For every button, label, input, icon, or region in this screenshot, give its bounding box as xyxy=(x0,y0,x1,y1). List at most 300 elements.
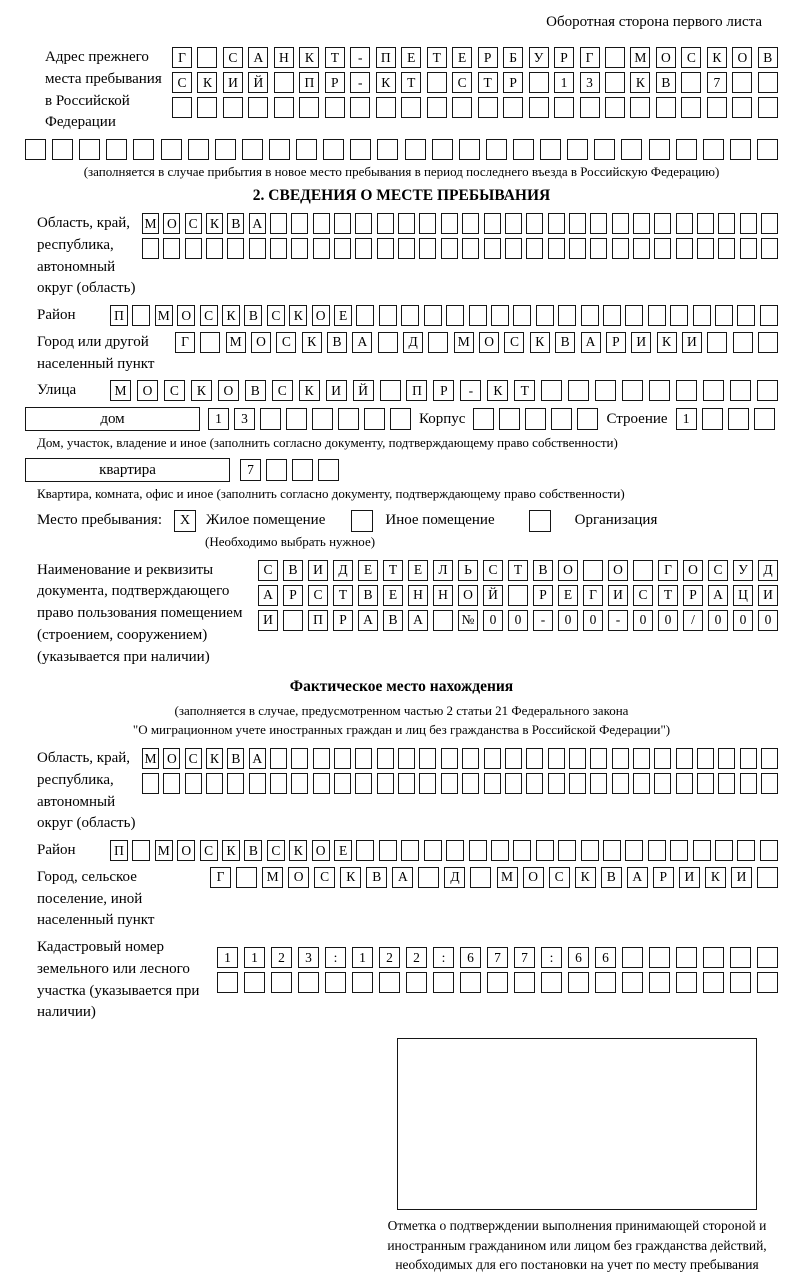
char-cell[interactable] xyxy=(163,773,180,794)
char-cell[interactable]: 2 xyxy=(379,947,400,968)
char-cell[interactable] xyxy=(459,139,480,160)
char-cell[interactable] xyxy=(703,139,724,160)
char-cell[interactable]: О xyxy=(177,305,195,326)
char-cell[interactable] xyxy=(697,748,714,769)
char-cell[interactable] xyxy=(505,773,522,794)
char-cell[interactable] xyxy=(693,840,711,861)
char-cell[interactable] xyxy=(188,139,209,160)
char-cell[interactable] xyxy=(654,748,671,769)
char-cell[interactable] xyxy=(526,773,543,794)
char-cell[interactable] xyxy=(419,213,436,234)
char-cell[interactable]: Т xyxy=(325,47,345,68)
char-cell[interactable] xyxy=(283,610,303,631)
char-cell[interactable] xyxy=(612,238,629,259)
char-cell[interactable] xyxy=(633,560,653,581)
char-cell[interactable] xyxy=(703,380,724,401)
char-cell[interactable] xyxy=(761,748,778,769)
char-cell[interactable] xyxy=(513,139,534,160)
char-cell[interactable] xyxy=(554,97,574,118)
char-cell[interactable] xyxy=(405,139,426,160)
char-cell[interactable]: С xyxy=(314,867,335,888)
char-cell[interactable]: Ь xyxy=(458,560,478,581)
char-cell[interactable] xyxy=(548,773,565,794)
char-cell[interactable] xyxy=(612,213,629,234)
char-cell[interactable] xyxy=(603,840,621,861)
char-cell[interactable]: П xyxy=(406,380,427,401)
char-cell[interactable] xyxy=(715,305,733,326)
char-cell[interactable] xyxy=(732,72,752,93)
char-cell[interactable]: С xyxy=(483,560,503,581)
char-cell[interactable]: О xyxy=(137,380,158,401)
char-cell[interactable] xyxy=(740,213,757,234)
char-cell[interactable]: : xyxy=(433,947,454,968)
char-cell[interactable]: С xyxy=(708,560,728,581)
char-cell[interactable]: К xyxy=(657,332,677,353)
char-cell[interactable] xyxy=(670,305,688,326)
char-cell[interactable] xyxy=(676,748,693,769)
char-cell[interactable] xyxy=(325,972,346,993)
char-cell[interactable] xyxy=(567,139,588,160)
char-cell[interactable] xyxy=(551,408,572,430)
char-cell[interactable]: Р xyxy=(683,585,703,606)
char-cell[interactable]: С xyxy=(276,332,296,353)
char-cell[interactable] xyxy=(106,139,127,160)
char-cell[interactable]: 1 xyxy=(676,408,697,430)
char-cell[interactable] xyxy=(424,840,442,861)
char-cell[interactable] xyxy=(398,773,415,794)
char-cell[interactable]: Д xyxy=(444,867,465,888)
char-cell[interactable]: С xyxy=(452,72,472,93)
char-cell[interactable]: С xyxy=(681,47,701,68)
char-cell[interactable] xyxy=(206,773,223,794)
char-cell[interactable]: С xyxy=(504,332,524,353)
char-cell[interactable]: Т xyxy=(514,380,535,401)
char-cell[interactable]: А xyxy=(249,213,266,234)
char-cell[interactable]: Е xyxy=(452,47,472,68)
char-cell[interactable] xyxy=(499,408,520,430)
char-cell[interactable] xyxy=(703,947,724,968)
char-cell[interactable]: Т xyxy=(478,72,498,93)
char-cell[interactable]: Н xyxy=(274,47,294,68)
char-cell[interactable]: М xyxy=(630,47,650,68)
char-cell[interactable] xyxy=(536,305,554,326)
char-cell[interactable] xyxy=(274,72,294,93)
char-cell[interactable]: К xyxy=(289,305,307,326)
char-cell[interactable]: 2 xyxy=(271,947,292,968)
char-cell[interactable]: 1 xyxy=(352,947,373,968)
char-cell[interactable] xyxy=(568,972,589,993)
char-cell[interactable] xyxy=(469,305,487,326)
char-cell[interactable]: С xyxy=(172,72,192,93)
char-cell[interactable]: М xyxy=(497,867,518,888)
char-cell[interactable] xyxy=(676,139,697,160)
char-cell[interactable] xyxy=(462,238,479,259)
char-cell[interactable]: О xyxy=(163,748,180,769)
char-cell[interactable] xyxy=(376,97,396,118)
char-cell[interactable]: В xyxy=(244,840,262,861)
char-cell[interactable] xyxy=(248,97,268,118)
char-cell[interactable]: А xyxy=(408,610,428,631)
char-cell[interactable]: В xyxy=(758,47,778,68)
char-cell[interactable]: О xyxy=(312,305,330,326)
char-cell[interactable] xyxy=(452,97,472,118)
char-cell[interactable] xyxy=(401,840,419,861)
char-cell[interactable]: К xyxy=(340,867,361,888)
char-cell[interactable] xyxy=(505,213,522,234)
char-cell[interactable] xyxy=(649,139,670,160)
char-cell[interactable] xyxy=(200,332,220,353)
char-cell[interactable]: А xyxy=(708,585,728,606)
char-cell[interactable]: В xyxy=(227,213,244,234)
char-cell[interactable] xyxy=(313,213,330,234)
char-cell[interactable] xyxy=(441,773,458,794)
char-cell[interactable]: Е xyxy=(358,560,378,581)
char-cell[interactable] xyxy=(491,305,509,326)
char-cell[interactable] xyxy=(185,773,202,794)
char-cell[interactable]: В xyxy=(245,380,266,401)
char-cell[interactable]: О xyxy=(177,840,195,861)
char-cell[interactable] xyxy=(693,305,711,326)
char-cell[interactable]: М xyxy=(226,332,246,353)
char-cell[interactable] xyxy=(446,840,464,861)
char-cell[interactable] xyxy=(503,97,523,118)
char-cell[interactable]: К xyxy=(302,332,322,353)
char-cell[interactable]: Г xyxy=(175,332,195,353)
char-cell[interactable]: К xyxy=(197,72,217,93)
char-cell[interactable] xyxy=(702,408,723,430)
char-cell[interactable] xyxy=(260,408,281,430)
char-cell[interactable] xyxy=(760,305,778,326)
char-cell[interactable] xyxy=(569,238,586,259)
char-cell[interactable]: В xyxy=(601,867,622,888)
char-cell[interactable] xyxy=(648,840,666,861)
char-cell[interactable]: К xyxy=(530,332,550,353)
char-cell[interactable]: К xyxy=(376,72,396,93)
char-cell[interactable]: - xyxy=(350,47,370,68)
char-cell[interactable] xyxy=(633,238,650,259)
char-cell[interactable]: Р xyxy=(503,72,523,93)
char-cell[interactable]: В xyxy=(358,585,378,606)
char-cell[interactable] xyxy=(508,585,528,606)
char-cell[interactable] xyxy=(569,748,586,769)
char-cell[interactable]: И xyxy=(631,332,651,353)
char-cell[interactable] xyxy=(223,97,243,118)
char-cell[interactable] xyxy=(355,238,372,259)
char-cell[interactable] xyxy=(676,947,697,968)
char-cell[interactable]: Р xyxy=(478,47,498,68)
char-cell[interactable] xyxy=(236,867,257,888)
char-cell[interactable]: А xyxy=(627,867,648,888)
char-cell[interactable] xyxy=(142,238,159,259)
char-cell[interactable] xyxy=(577,408,598,430)
char-cell[interactable]: И xyxy=(608,585,628,606)
char-cell[interactable]: М xyxy=(454,332,474,353)
char-cell[interactable]: С xyxy=(308,585,328,606)
char-cell[interactable] xyxy=(540,139,561,160)
char-cell[interactable]: О xyxy=(458,585,478,606)
char-cell[interactable]: О xyxy=(558,560,578,581)
char-cell[interactable] xyxy=(419,748,436,769)
char-cell[interactable] xyxy=(398,748,415,769)
char-cell[interactable] xyxy=(513,840,531,861)
char-cell[interactable]: К xyxy=(487,380,508,401)
char-cell[interactable] xyxy=(740,773,757,794)
char-cell[interactable] xyxy=(132,840,150,861)
char-cell[interactable] xyxy=(718,238,735,259)
char-cell[interactable]: Б xyxy=(503,47,523,68)
char-cell[interactable] xyxy=(473,408,494,430)
char-cell[interactable] xyxy=(355,773,372,794)
char-cell[interactable] xyxy=(558,840,576,861)
char-cell[interactable]: Р xyxy=(433,380,454,401)
char-cell[interactable] xyxy=(462,213,479,234)
char-cell[interactable] xyxy=(761,213,778,234)
char-cell[interactable]: 0 xyxy=(733,610,753,631)
stay-type-checkbox-organization[interactable] xyxy=(529,510,551,532)
char-cell[interactable]: П xyxy=(110,840,128,861)
char-cell[interactable]: Р xyxy=(333,610,353,631)
char-cell[interactable] xyxy=(754,408,775,430)
char-cell[interactable] xyxy=(142,773,159,794)
char-cell[interactable]: К xyxy=(222,840,240,861)
char-cell[interactable] xyxy=(334,213,351,234)
char-cell[interactable] xyxy=(697,213,714,234)
char-cell[interactable]: С xyxy=(267,305,285,326)
char-cell[interactable] xyxy=(676,972,697,993)
char-cell[interactable] xyxy=(621,139,642,160)
char-cell[interactable] xyxy=(548,748,565,769)
char-cell[interactable]: 0 xyxy=(633,610,653,631)
char-cell[interactable] xyxy=(758,72,778,93)
char-cell[interactable]: С xyxy=(258,560,278,581)
char-cell[interactable] xyxy=(737,840,755,861)
char-cell[interactable]: 3 xyxy=(580,72,600,93)
char-cell[interactable] xyxy=(605,47,625,68)
char-cell[interactable]: С xyxy=(200,840,218,861)
char-cell[interactable]: 2 xyxy=(406,947,427,968)
char-cell[interactable] xyxy=(514,972,535,993)
char-cell[interactable] xyxy=(707,332,727,353)
char-cell[interactable]: 0 xyxy=(483,610,503,631)
char-cell[interactable] xyxy=(427,97,447,118)
char-cell[interactable]: О xyxy=(523,867,544,888)
char-cell[interactable] xyxy=(419,773,436,794)
char-cell[interactable] xyxy=(377,773,394,794)
char-cell[interactable] xyxy=(603,305,621,326)
char-cell[interactable]: М xyxy=(142,213,159,234)
char-cell[interactable] xyxy=(536,840,554,861)
char-cell[interactable]: Д xyxy=(758,560,778,581)
char-cell[interactable] xyxy=(484,748,501,769)
char-cell[interactable] xyxy=(605,97,625,118)
char-cell[interactable] xyxy=(649,947,670,968)
char-cell[interactable] xyxy=(25,139,46,160)
char-cell[interactable]: С xyxy=(272,380,293,401)
char-cell[interactable] xyxy=(730,380,751,401)
char-cell[interactable] xyxy=(462,748,479,769)
char-cell[interactable] xyxy=(356,305,374,326)
char-cell[interactable] xyxy=(377,748,394,769)
char-cell[interactable] xyxy=(270,773,287,794)
char-cell[interactable] xyxy=(441,213,458,234)
char-cell[interactable] xyxy=(590,773,607,794)
char-cell[interactable] xyxy=(757,139,778,160)
char-cell[interactable]: 6 xyxy=(460,947,481,968)
char-cell[interactable] xyxy=(424,305,442,326)
char-cell[interactable]: О xyxy=(218,380,239,401)
char-cell[interactable] xyxy=(379,840,397,861)
char-cell[interactable] xyxy=(441,748,458,769)
char-cell[interactable] xyxy=(312,408,333,430)
char-cell[interactable] xyxy=(355,748,372,769)
char-cell[interactable] xyxy=(484,773,501,794)
char-cell[interactable]: Р xyxy=(653,867,674,888)
char-cell[interactable] xyxy=(595,380,616,401)
char-cell[interactable] xyxy=(441,238,458,259)
char-cell[interactable] xyxy=(377,238,394,259)
char-cell[interactable] xyxy=(625,305,643,326)
char-cell[interactable]: - xyxy=(608,610,628,631)
char-cell[interactable]: Т xyxy=(508,560,528,581)
char-cell[interactable]: О xyxy=(163,213,180,234)
char-cell[interactable] xyxy=(270,238,287,259)
char-cell[interactable]: У xyxy=(529,47,549,68)
char-cell[interactable] xyxy=(740,748,757,769)
char-cell[interactable] xyxy=(432,139,453,160)
char-cell[interactable]: О xyxy=(312,840,330,861)
char-cell[interactable] xyxy=(469,840,487,861)
char-cell[interactable]: К xyxy=(191,380,212,401)
char-cell[interactable] xyxy=(215,139,236,160)
char-cell[interactable] xyxy=(355,213,372,234)
char-cell[interactable]: : xyxy=(541,947,562,968)
char-cell[interactable] xyxy=(612,748,629,769)
char-cell[interactable] xyxy=(350,97,370,118)
char-cell[interactable] xyxy=(541,380,562,401)
char-cell[interactable] xyxy=(622,380,643,401)
char-cell[interactable]: 0 xyxy=(708,610,728,631)
char-cell[interactable]: П xyxy=(308,610,328,631)
char-cell[interactable]: А xyxy=(258,585,278,606)
char-cell[interactable]: № xyxy=(458,610,478,631)
char-cell[interactable]: В xyxy=(366,867,387,888)
char-cell[interactable]: С xyxy=(185,213,202,234)
char-cell[interactable] xyxy=(590,238,607,259)
char-cell[interactable]: М xyxy=(155,305,173,326)
char-cell[interactable] xyxy=(484,213,501,234)
char-cell[interactable]: Н xyxy=(433,585,453,606)
char-cell[interactable] xyxy=(379,305,397,326)
char-cell[interactable]: С xyxy=(267,840,285,861)
char-cell[interactable] xyxy=(757,867,778,888)
char-cell[interactable]: М xyxy=(262,867,283,888)
char-cell[interactable]: : xyxy=(325,947,346,968)
char-cell[interactable] xyxy=(379,972,400,993)
char-cell[interactable] xyxy=(401,97,421,118)
char-cell[interactable] xyxy=(633,213,650,234)
char-cell[interactable] xyxy=(526,238,543,259)
char-cell[interactable] xyxy=(242,139,263,160)
char-cell[interactable] xyxy=(622,972,643,993)
char-cell[interactable]: Т xyxy=(658,585,678,606)
char-cell[interactable] xyxy=(291,238,308,259)
char-cell[interactable] xyxy=(270,748,287,769)
char-cell[interactable] xyxy=(758,97,778,118)
char-cell[interactable]: А xyxy=(352,332,372,353)
char-cell[interactable] xyxy=(654,213,671,234)
char-cell[interactable] xyxy=(569,773,586,794)
char-cell[interactable]: Е xyxy=(334,305,352,326)
char-cell[interactable]: 0 xyxy=(508,610,528,631)
char-cell[interactable] xyxy=(291,213,308,234)
char-cell[interactable] xyxy=(505,238,522,259)
char-cell[interactable] xyxy=(249,773,266,794)
char-cell[interactable] xyxy=(633,773,650,794)
char-cell[interactable]: П xyxy=(376,47,396,68)
char-cell[interactable]: А xyxy=(392,867,413,888)
stay-type-checkbox-residential[interactable]: X xyxy=(174,510,196,532)
char-cell[interactable] xyxy=(548,213,565,234)
char-cell[interactable]: Е xyxy=(334,840,352,861)
char-cell[interactable] xyxy=(334,773,351,794)
char-cell[interactable]: В xyxy=(283,560,303,581)
char-cell[interactable]: Р xyxy=(283,585,303,606)
char-cell[interactable]: К xyxy=(222,305,240,326)
char-cell[interactable]: К xyxy=(707,47,727,68)
char-cell[interactable] xyxy=(79,139,100,160)
char-cell[interactable]: В xyxy=(244,305,262,326)
char-cell[interactable] xyxy=(757,972,778,993)
char-cell[interactable] xyxy=(460,972,481,993)
char-cell[interactable]: Д xyxy=(333,560,353,581)
char-cell[interactable]: Е xyxy=(408,560,428,581)
stay-type-checkbox-other[interactable] xyxy=(351,510,373,532)
char-cell[interactable] xyxy=(398,213,415,234)
char-cell[interactable]: У xyxy=(733,560,753,581)
char-cell[interactable]: Л xyxy=(433,560,453,581)
char-cell[interactable]: Р xyxy=(606,332,626,353)
char-cell[interactable] xyxy=(718,748,735,769)
char-cell[interactable]: Г xyxy=(172,47,192,68)
char-cell[interactable] xyxy=(594,139,615,160)
char-cell[interactable]: 0 xyxy=(658,610,678,631)
char-cell[interactable] xyxy=(715,840,733,861)
char-cell[interactable]: Т xyxy=(427,47,447,68)
char-cell[interactable] xyxy=(428,332,448,353)
char-cell[interactable] xyxy=(271,972,292,993)
char-cell[interactable] xyxy=(378,332,398,353)
char-cell[interactable] xyxy=(313,773,330,794)
char-cell[interactable] xyxy=(325,97,345,118)
char-cell[interactable] xyxy=(648,305,666,326)
char-cell[interactable] xyxy=(390,408,411,430)
char-cell[interactable]: С xyxy=(185,748,202,769)
char-cell[interactable] xyxy=(298,972,319,993)
char-cell[interactable] xyxy=(568,380,589,401)
char-cell[interactable] xyxy=(217,972,238,993)
char-cell[interactable] xyxy=(274,97,294,118)
char-cell[interactable]: Г xyxy=(583,585,603,606)
char-cell[interactable]: Д xyxy=(403,332,423,353)
char-cell[interactable]: 1 xyxy=(217,947,238,968)
char-cell[interactable] xyxy=(728,408,749,430)
char-cell[interactable]: С xyxy=(633,585,653,606)
char-cell[interactable] xyxy=(487,972,508,993)
char-cell[interactable] xyxy=(292,459,313,481)
char-cell[interactable] xyxy=(418,867,439,888)
char-cell[interactable]: М xyxy=(155,840,173,861)
char-cell[interactable] xyxy=(649,380,670,401)
